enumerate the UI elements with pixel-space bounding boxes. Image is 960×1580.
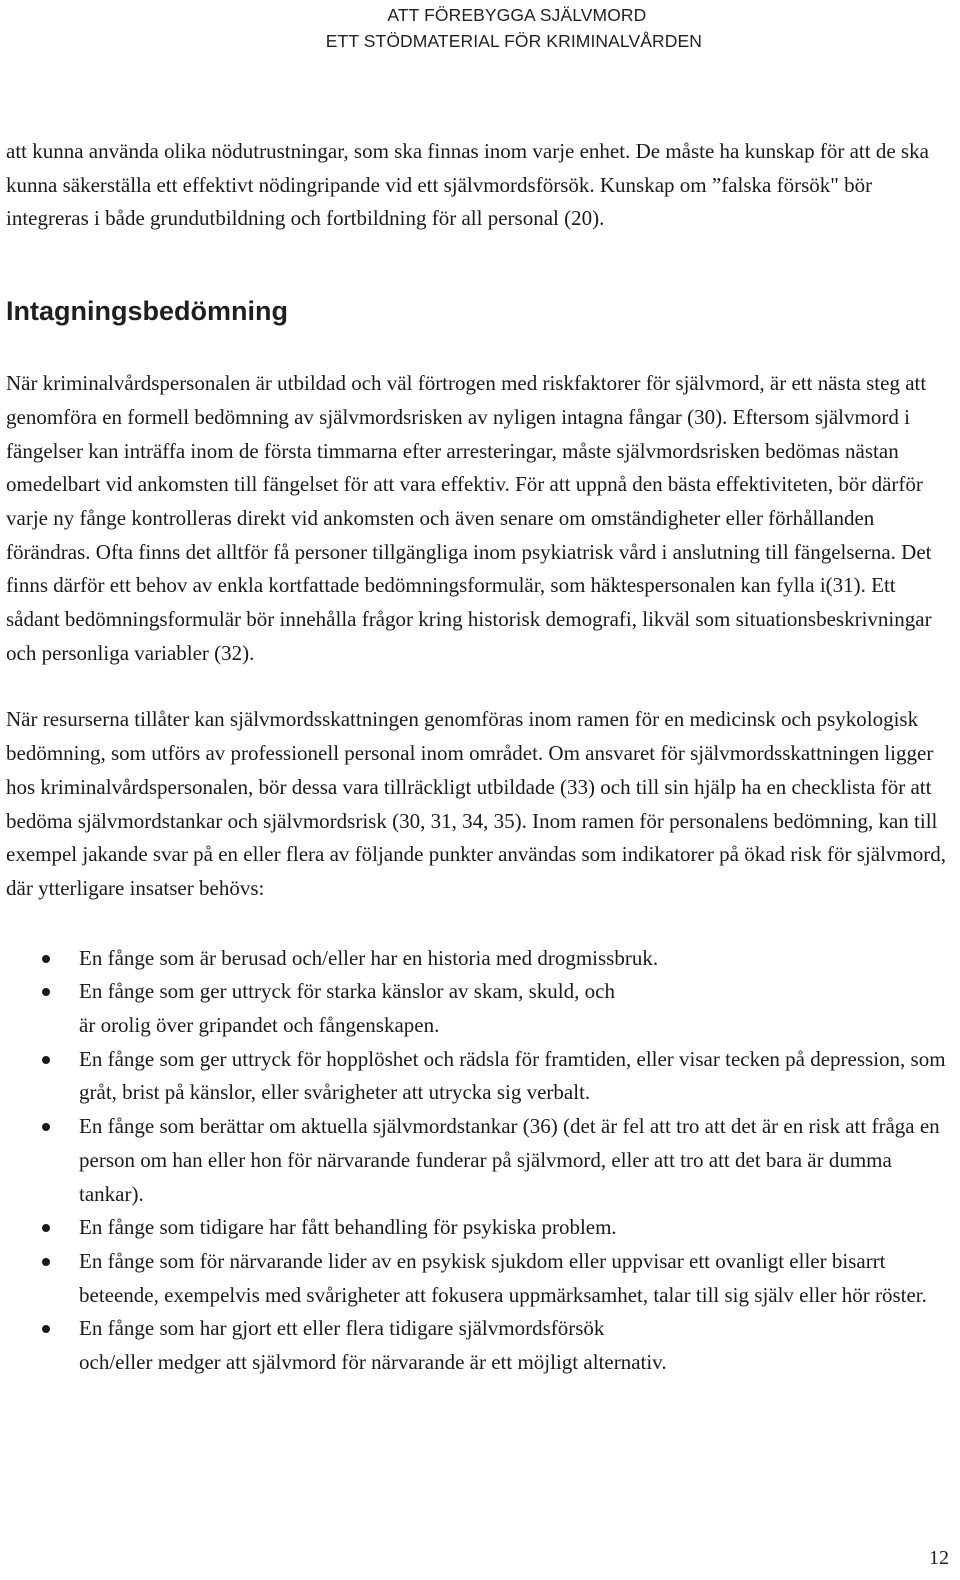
bullet-icon	[42, 1258, 50, 1266]
bullet-icon	[42, 1325, 50, 1333]
header-title: ATT FÖREBYGGA SJÄLVMORD	[387, 5, 647, 25]
page-header	[325, 2, 702, 54]
bullet-icon	[42, 988, 50, 996]
document-body	[6, 135, 954, 1380]
list-item	[6, 975, 954, 1042]
page-number: 12	[929, 1547, 949, 1569]
list-item	[6, 1312, 954, 1379]
bullet-icon	[42, 1056, 50, 1064]
body-paragraph-2: När resurserna tillåter kan självmordsskattningen genomföras inom ramen för en medicinsk och psykologisk bedömning, som utförs av professionell personal inom området. Om ansvaret för självmordsskattningen ligger hos kriminalvårdspersonalen, bör dessa vara tillräckligt utbildade (33) och till sin hjälp ha en checklista för att bedöma självmordstankar och självmordsrisk (30, 31, 34, 35). Inom ramen för personalens bedömning, kan till exempel jakande svar på en eller flera av följande punkter användas som indikatorer på ökad risk för självmord, där ytterligare insatser behövs:	[6, 707, 946, 900]
list-item	[6, 1211, 954, 1245]
list-item-text: En fånge som har gjort ett eller flera tidigare självmordsförsök och/eller medger att självmord för närvarande är ett möjligt alternativ.	[79, 1316, 667, 1375]
list-item-text: En fånge som ger uttryck för hopplöshet och rädsla för framtiden, eller visar tecken på depression, som gråt, brist på känslor, eller svårigheter att utrycka sig verbalt.	[79, 1046, 946, 1105]
list-item	[6, 1043, 954, 1110]
list-item	[6, 1245, 954, 1312]
bullet-icon	[42, 955, 50, 963]
section-heading: Intagningsbedömning	[6, 296, 288, 327]
list-item-text: En fånge som berättar om aktuella självmordstankar (36) (det är fel att tro att det är en risk att fråga en person om han eller hon för närvarande funderar på självmord, eller att tro att det bara är dumma tankar).	[79, 1114, 940, 1206]
header-subtitle: ETT STÖDMATERIAL FÖR KRIMINALVÅRDEN	[325, 31, 702, 51]
list-item-text: En fånge som är berusad och/eller har en historia med drogmissbruk.	[79, 945, 659, 970]
risk-indicator-list	[6, 942, 954, 1380]
list-item	[6, 1110, 954, 1211]
body-paragraph-1: När kriminalvårdspersonalen är utbildad och väl förtrogen med riskfaktorer för självmord, är ett nästa steg att genomföra en formell bedömning av självmordsrisken av nyligen intagna fångar (30). Eftersom självmord i fängelser kan inträffa inom de första timmarna efter arresteringar, måste självmordsrisken bedömas nästan omedelbart vid ankomsten till fängelset för att vara effektiv. För att uppnå den bästa effektiviteten, bör därför varje ny fånge kontrolleras direkt vid ankomsten och även senare om omständigheter eller förhållanden förändras. Ofta finns det alltför få personer tillgängliga inom psykiatrisk vård i anslutning till fängelserna. Det finns därför ett behov av enkla kortfattade bedömningsformulär, som häktespersonalen kan fylla i(31). Ett sådant bedömningsformulär bör innehålla frågor kring historisk demografi, likväl som situationsbeskrivningar och personliga variabler (32).	[6, 371, 932, 665]
intro-paragraph: att kunna använda olika nödutrustningar, som ska finnas inom varje enhet. De måste ha kunskap för att de ska kunna säkerställa ett effektivt nödingripande vid ett självmordsförsök. Kunskap om ”falska försök" bör integreras i både grundutbildning och fortbildning för all personal (20).	[6, 139, 929, 231]
list-item-text: En fånge som tidigare har fått behandling för psykiska problem.	[79, 1215, 617, 1240]
list-item	[6, 942, 954, 976]
bullet-icon	[42, 1123, 50, 1131]
list-item-text: En fånge som ger uttryck för starka känslor av skam, skuld, och är orolig över gripandet och fångenskapen.	[79, 979, 615, 1038]
bullet-icon	[42, 1224, 50, 1232]
list-item-text: En fånge som för närvarande lider av en psykisk sjukdom eller uppvisar ett ovanligt eller bisarrt beteende, exempelvis med svårigheter att fokusera uppmärksamhet, talar till sig själv eller hör röster.	[79, 1248, 927, 1307]
